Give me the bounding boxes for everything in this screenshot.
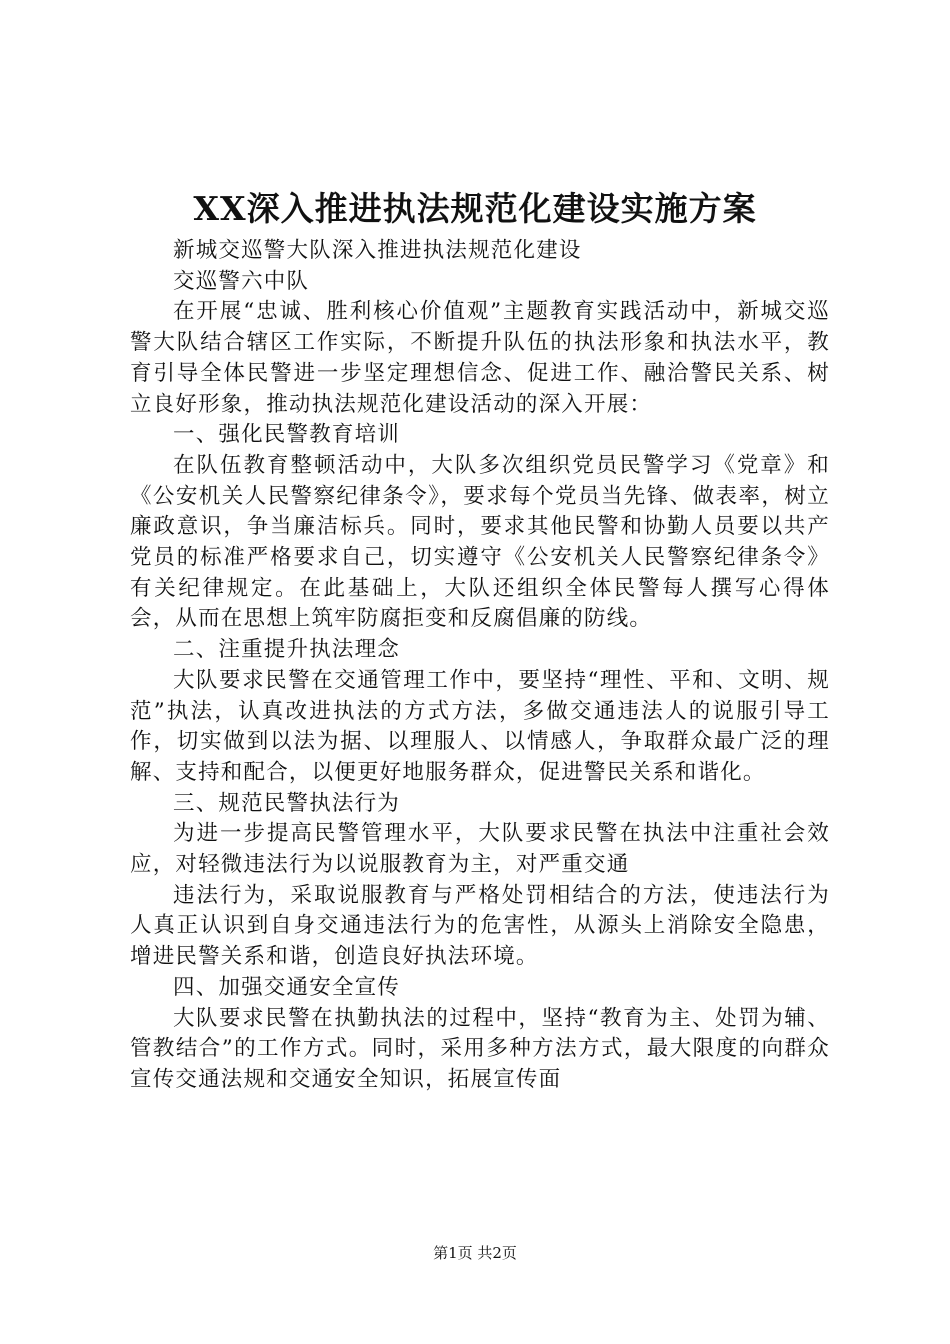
section-heading-2: 二、注重提升执法理念 xyxy=(173,637,401,663)
paragraph-subtitle: 新城交巡警大队深入推进执法规范化建设 xyxy=(173,238,582,263)
document-body xyxy=(130,236,830,1096)
section-heading-1: 一、强化民警教育培训 xyxy=(173,422,401,448)
paragraph-section-3b: 违法行为，采取说服教育与严格处罚相结合的方法，使违法行为人真正认识到自身交通违法行为的危害性，从源头上消除安全隐患，增进民警关系和谐，创造良好执法环境。 xyxy=(130,882,830,970)
document-title: XX深入推进执法规范化建设实施方案 xyxy=(193,189,757,228)
paragraph-section-3a: 为进一步提高民警管理水平，大队要求民警在执法中注重社会效应，对轻微违法行为以说服教育为主，对严重交通 xyxy=(130,821,830,878)
paragraph-intro: 在开展“忠诚、胜利核心价值观”主题教育实践活动中，新城交巡警大队结合辖区工作实际，不断提升队伍的执法形象和执法水平，教育引导全体民警进一步坚定理想信念、促进工作、融洽警民关系、树立良好形象，推动执法规范化建设活动的深入开展： xyxy=(130,299,830,417)
paragraph-unit: 交巡警六中队 xyxy=(173,268,310,294)
page-number-footer: 第1页 共2页 xyxy=(433,1244,517,1262)
section-heading-3: 三、规范民警执法行为 xyxy=(173,790,401,816)
paragraph-section-4: 大队要求民警在执勤执法的过程中，坚持“教育为主、处罚为辅、管教结合”的工作方式。同时，采用多种方法方式，最大限度的向群众宣传交通法规和交通安全知识，拓展宣传面 xyxy=(130,1005,830,1092)
paragraph-section-2: 大队要求民警在交通管理工作中，要坚持“理性、平和、文明、规范”执法，认真改进执法的方式方法，多做交通违法人的说服引导工作，切实做到以法为据、以理服人、以情感人，争取群众最广泛的理解、支持和配合，以便更好地服务群众，促进警民关系和谐化。 xyxy=(130,667,830,785)
section-heading-4: 四、加强交通安全宣传 xyxy=(173,974,401,1000)
paragraph-section-1: 在队伍教育整顿活动中，大队多次组织党员民警学习《党章》和《公安机关人民警察纪律条令》，要求每个党员当先锋、做表率，树立廉政意识，争当廉洁标兵。同时，要求其他民警和协勤人员要以共产党员的标准严格要求自己，切实遵守《公安机关人民警察纪律条令》有关纪律规定。在此基础上，大队还组织全体民警每人撰写心得体会，从而在思想上筑牢防腐拒变和反腐倡廉的防线。 xyxy=(130,452,830,632)
